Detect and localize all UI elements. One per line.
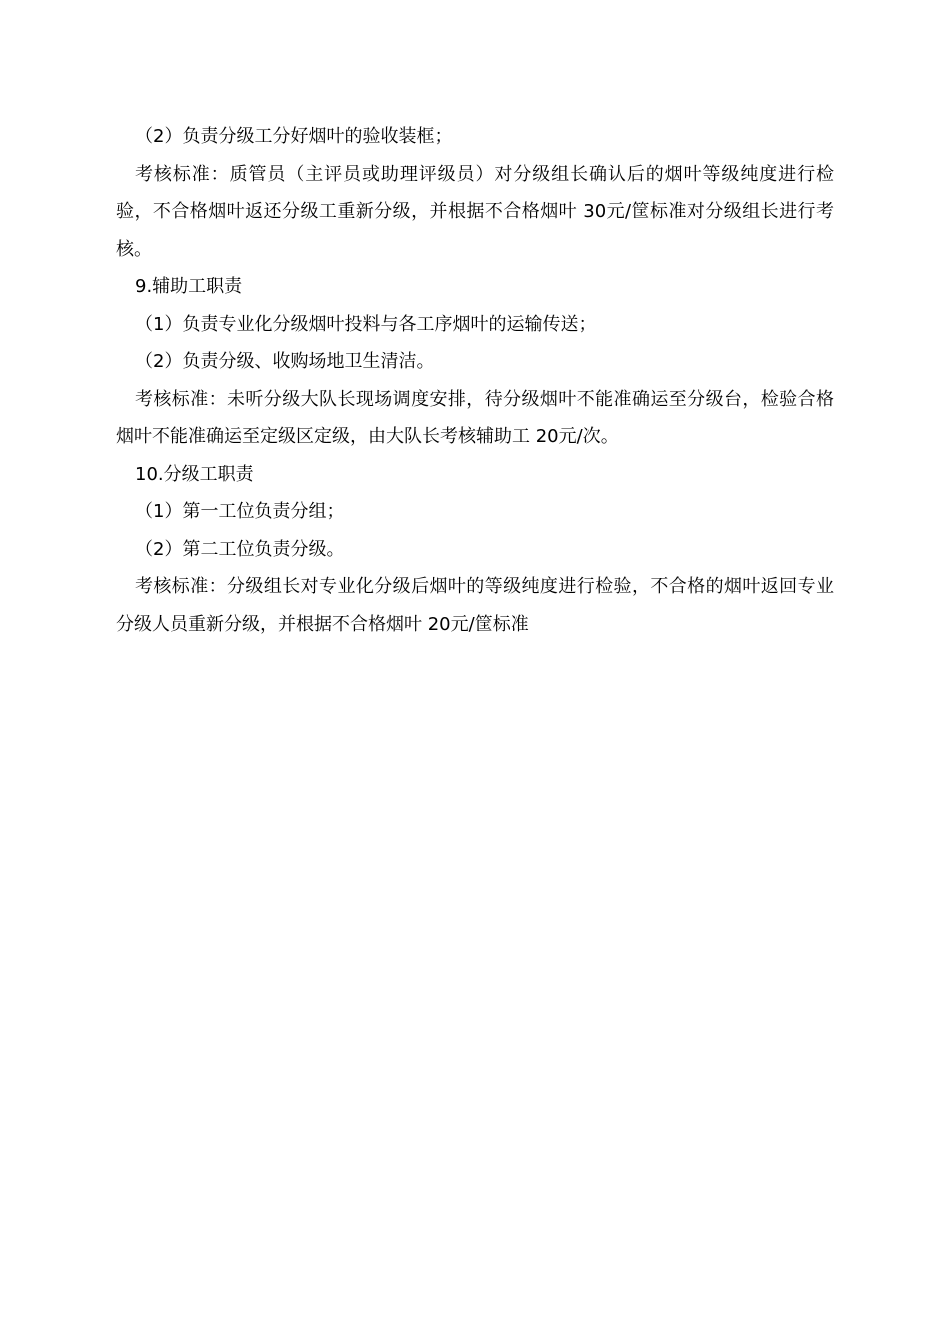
paragraph-second-station: （2）第二工位负责分级。: [135, 538, 345, 560]
paragraph-assessment-quality: 考核标准：质管员（主评员或助理评级员）对分级组长确认后的烟叶等级纯度进行检验，不合格烟叶返还分级工重新分级，并根据不合格烟叶 30元/筐标准对分级组长进行考核。: [116, 163, 834, 260]
document-body: [116, 118, 834, 643]
heading-sorter-duties: 10.分级工职责: [135, 463, 254, 485]
paragraph-assistant-transport: （1）负责专业化分级烟叶投料与各工序烟叶的运输传送；: [135, 313, 597, 335]
paragraph-assessment-sorter: 考核标准：分级组长对专业化分级后烟叶的等级纯度进行检验，不合格的烟叶返回专业分级人员重新分级，并根据不合格烟叶 20元/筐标准: [116, 576, 834, 635]
paragraph-assessment-assistant: 考核标准：未听分级大队长现场调度安排，待分级烟叶不能准确运至分级台，检验合格烟叶不能准确运至定级区定级，由大队长考核辅助工 20元/次。: [116, 388, 834, 447]
paragraph-assistant-cleaning: （2）负责分级、收购场地卫生清洁。: [135, 351, 435, 372]
paragraph-first-station: （1）第一工位负责分组；: [135, 501, 345, 522]
heading-assistant-duties: 9.辅助工职责: [135, 276, 243, 297]
paragraph-sorting-inspection: （2）负责分级工分好烟叶的验收装框；: [135, 126, 453, 147]
